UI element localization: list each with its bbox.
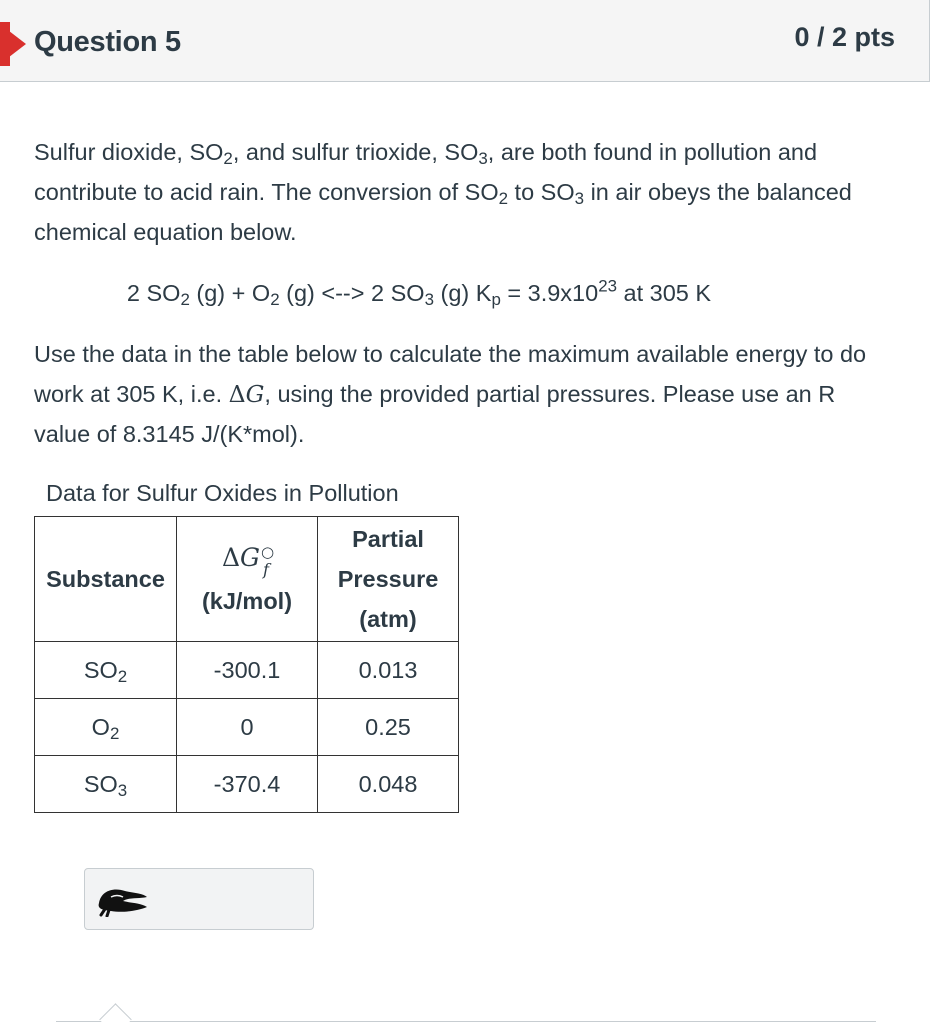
cell-partial-pressure: 0.013 <box>318 642 459 699</box>
table-row <box>35 699 459 756</box>
delta-g-f-symbol: ΔG ○ f <box>221 542 275 579</box>
delta-g-symbol: ΔG <box>228 380 265 408</box>
answer-input-box[interactable] <box>84 868 314 930</box>
footer-divider <box>56 1021 876 1022</box>
cell-substance: $SO_2$ <box>35 642 177 699</box>
cell-delta-g: 0 <box>177 699 318 756</box>
cell-delta-g: -300.1 <box>177 642 318 699</box>
question-text <box>34 132 894 454</box>
cell-partial-pressure: 0.048 <box>318 756 459 813</box>
table-header-row <box>35 517 459 642</box>
footer-pointer <box>99 1003 132 1024</box>
cell-delta-g: -370.4 <box>177 756 318 813</box>
question-paragraph-1: Sulfur dioxide, $SO_2$, and sulfur trioxide, $SO_3$, are both found in pollution and contribute to acid rain. The conversion of $SO_2$ to $SO_3$ in air obeys the balanced chemical equation below. <box>34 139 852 245</box>
cell-substance: $SO_3$ <box>35 756 177 813</box>
cell-partial-pressure: 0.25 <box>318 699 459 756</box>
question-flag-icon[interactable] <box>0 24 26 64</box>
cell-substance: $O_2$ <box>35 699 177 756</box>
question-points: 0 / 2 pts <box>794 22 895 52</box>
question-header <box>0 0 930 82</box>
table-row <box>35 642 459 699</box>
question-paragraph-2: Use the data in the table below to calculate the maximum available energy to do work at 305 K, i.e. ΔG, using the provided partial pressures. Please use an R value of 8.3145 J/(K*mol). <box>34 341 867 447</box>
sulfur-oxides-table <box>34 516 459 813</box>
header-partial-pressure: Partial Pressure (atm) <box>318 517 459 642</box>
header-delta-g: ΔG ○ f (kJ/mol) <box>177 517 318 642</box>
table-row <box>35 756 459 813</box>
chemical-equation: 2 $SO_2$ $(g) + O_2$ (g) <--> 2 $SO_3$ (g) $K_p = 3.9x10^{23}$ at 305 K <box>126 276 712 310</box>
scribble-icon <box>93 883 151 917</box>
question-title: Question 5 <box>34 26 181 58</box>
table-caption: Data for Sulfur Oxides in Pollution <box>46 480 399 506</box>
header-substance: Substance <box>35 517 177 642</box>
